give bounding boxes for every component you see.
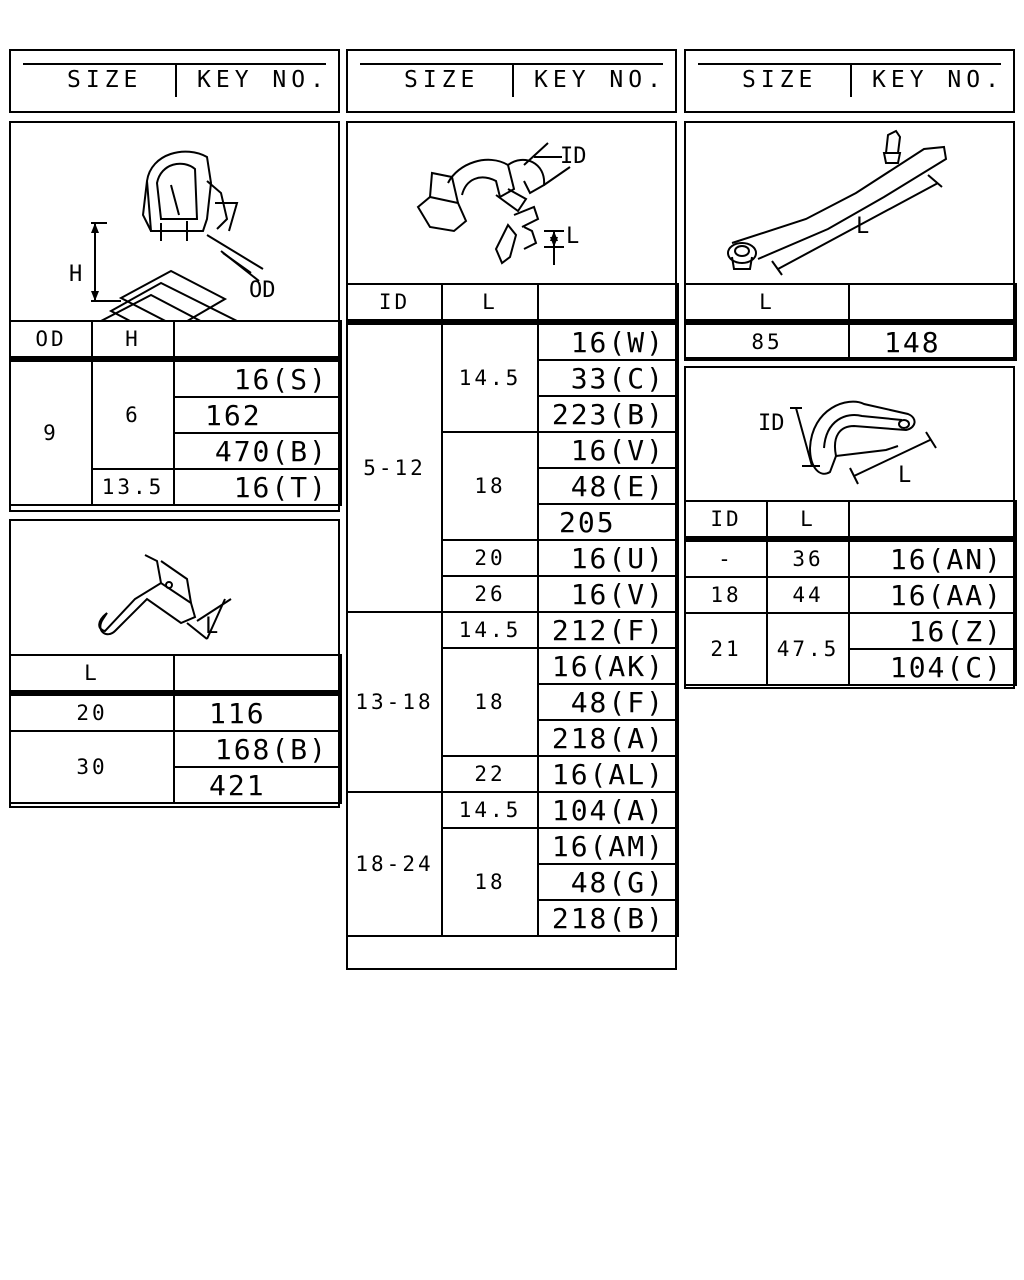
l-cell: 44 xyxy=(767,577,849,613)
l-cell: 47.5 xyxy=(767,613,849,685)
table-row xyxy=(10,693,341,731)
key-cell: 16(T) xyxy=(174,469,341,505)
id-cell: 13-18 xyxy=(347,612,442,792)
key-cell: 470(B) xyxy=(174,433,341,469)
l-dim-label: L xyxy=(898,463,912,488)
key-cell: 212(F) xyxy=(538,612,678,648)
col-id: ID xyxy=(347,284,442,322)
table-row xyxy=(347,612,678,648)
l-cell: 14.5 xyxy=(442,792,538,828)
l-cell: 85 xyxy=(685,322,849,360)
h-cell: 13.5 xyxy=(92,469,174,505)
table-row xyxy=(685,539,1016,577)
key-cell: 223(B) xyxy=(538,396,678,432)
id-cell: 18-24 xyxy=(347,792,442,936)
table-row xyxy=(10,359,341,397)
key-cell: 16(V) xyxy=(538,432,678,468)
l-cell: 14.5 xyxy=(442,612,538,648)
strap-illustration xyxy=(686,123,1013,283)
table-header-row xyxy=(685,501,1016,539)
key-cell: 16(AL) xyxy=(538,756,678,792)
key-cell: 421 xyxy=(174,767,341,803)
key-cell: 205 xyxy=(538,504,678,540)
table-row xyxy=(347,792,678,828)
clip-l-table xyxy=(9,654,342,804)
id-dim-label: ID xyxy=(560,144,587,169)
clamp-id-l-panel xyxy=(346,121,677,970)
key-cell: 104(C) xyxy=(849,649,1016,685)
l-dim-label: L xyxy=(205,614,219,639)
table-header-row xyxy=(685,284,1016,322)
key-cell: 218(B) xyxy=(538,900,678,936)
l-cell: 20 xyxy=(442,540,538,576)
l-cell: 36 xyxy=(767,539,849,577)
od-cell: 9 xyxy=(10,359,92,505)
push-clip-illustration xyxy=(11,123,338,320)
key-cell: 48(G) xyxy=(538,864,678,900)
col-od: OD xyxy=(10,321,92,359)
key-cell: 16(AM) xyxy=(538,828,678,864)
id-cell: 18 xyxy=(685,577,767,613)
key-cell: 33(C) xyxy=(538,360,678,396)
pclip-id-l-panel xyxy=(684,366,1015,689)
key-cell: 16(AK) xyxy=(538,648,678,684)
l-cell: 14.5 xyxy=(442,322,538,432)
clip-od-h-panel xyxy=(9,121,340,512)
size-label: SIZE xyxy=(404,67,480,93)
l-cell: 26 xyxy=(442,576,538,612)
id-cell: - xyxy=(685,539,767,577)
table-header-row xyxy=(10,321,341,359)
key-cell: 16(W) xyxy=(538,322,678,360)
table-row xyxy=(685,322,1016,360)
l-cell: 30 xyxy=(10,731,174,803)
key-cell: 16(U) xyxy=(538,540,678,576)
key-cell: 16(AA) xyxy=(849,577,1016,613)
key-no-label: KEY NO. xyxy=(534,67,666,93)
clamp-id-l-table xyxy=(346,283,679,937)
id-cell: 21 xyxy=(685,613,767,685)
key-cell: 16(V) xyxy=(538,576,678,612)
size-label: SIZE xyxy=(67,67,143,93)
col-h: H xyxy=(92,321,174,359)
key-cell: 48(E) xyxy=(538,468,678,504)
header-middle xyxy=(346,49,677,113)
l-cell: 18 xyxy=(442,828,538,936)
od-dim-label: OD xyxy=(249,278,276,303)
table-header-row xyxy=(347,284,678,322)
col-l: L xyxy=(10,655,174,693)
l-cell: 18 xyxy=(442,432,538,540)
key-cell: 116 xyxy=(174,693,341,731)
l-cell: 20 xyxy=(10,693,174,731)
col-key xyxy=(849,501,1016,539)
l-dim-label: L xyxy=(566,224,580,249)
p-clip-illustration xyxy=(686,368,1013,500)
key-cell: 168(B) xyxy=(174,731,341,767)
key-cell: 218(A) xyxy=(538,720,678,756)
col-key xyxy=(849,284,1016,322)
header-separator xyxy=(175,65,177,97)
header-separator xyxy=(850,65,852,97)
col-key xyxy=(538,284,678,322)
table-row xyxy=(685,577,1016,613)
id-cell: 5-12 xyxy=(347,322,442,612)
col-l: L xyxy=(685,284,849,322)
col-l: L xyxy=(767,501,849,539)
header-left xyxy=(9,49,340,113)
pclip-id-l-table xyxy=(684,500,1017,686)
header-separator xyxy=(512,65,514,97)
id-dim-label: ID xyxy=(758,411,785,436)
l-dim-label: L xyxy=(856,214,870,239)
clip-l-panel xyxy=(9,519,340,808)
strap-l-panel xyxy=(684,121,1015,359)
l-cell: 18 xyxy=(442,648,538,756)
col-id: ID xyxy=(685,501,767,539)
clamp-illustration xyxy=(348,123,675,283)
table-row xyxy=(10,731,341,767)
table-row xyxy=(347,322,678,360)
key-no-label: KEY NO. xyxy=(872,67,1004,93)
key-cell: 162 xyxy=(174,397,341,433)
l-cell: 22 xyxy=(442,756,538,792)
table-header-row xyxy=(10,655,341,693)
table-row xyxy=(685,613,1016,649)
key-cell: 16(Z) xyxy=(849,613,1016,649)
key-cell: 148 xyxy=(849,322,1016,360)
key-cell: 16(S) xyxy=(174,359,341,397)
clip-od-h-table xyxy=(9,320,342,506)
col-l: L xyxy=(442,284,538,322)
h-cell: 6 xyxy=(92,359,174,469)
size-label: SIZE xyxy=(742,67,818,93)
header-right xyxy=(684,49,1015,113)
col-key xyxy=(174,655,341,693)
h-dim-label: H xyxy=(69,262,83,287)
key-cell: 48(F) xyxy=(538,684,678,720)
key-cell: 104(A) xyxy=(538,792,678,828)
strap-l-table xyxy=(684,283,1017,361)
spring-clip-illustration xyxy=(11,521,338,655)
col-key xyxy=(174,321,341,359)
key-no-label: KEY NO. xyxy=(197,67,329,93)
key-cell: 16(AN) xyxy=(849,539,1016,577)
